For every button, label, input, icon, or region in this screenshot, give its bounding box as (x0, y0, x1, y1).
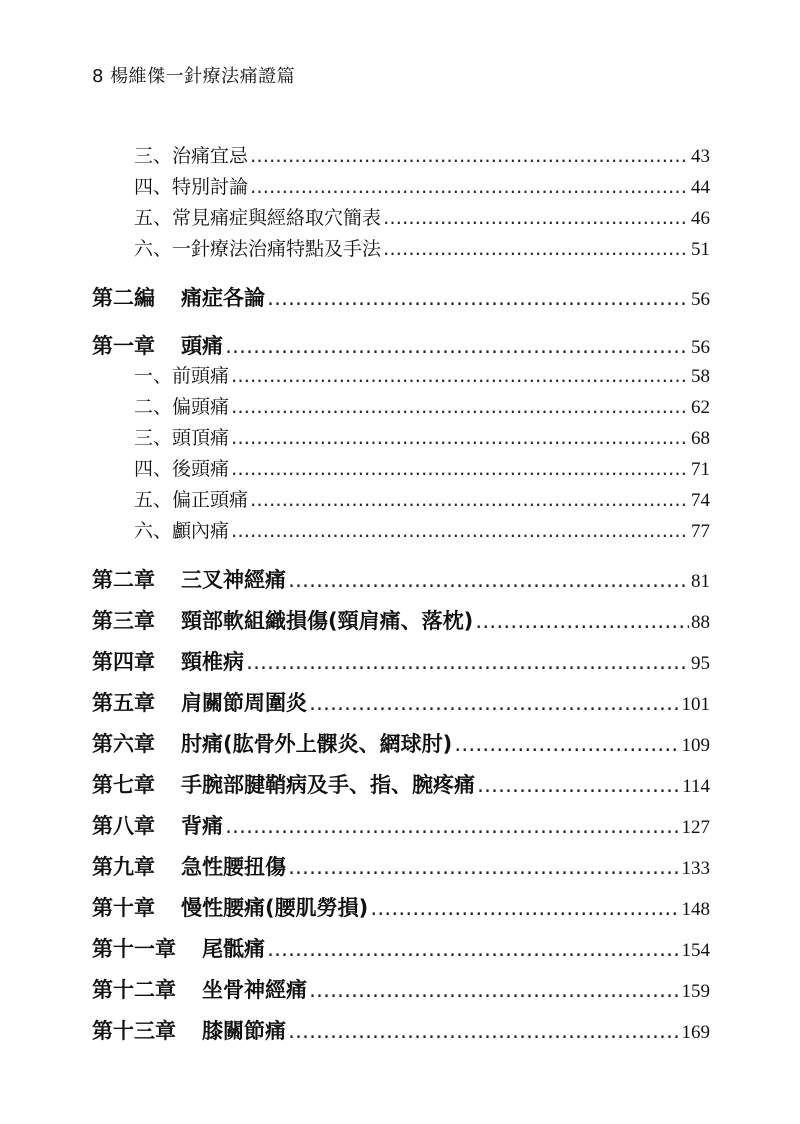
toc-entry-title: 六、一針療法治痛特點及手法 (134, 238, 382, 260)
toc-chapter-title: 痛症各論 (181, 286, 265, 310)
toc-entry-page: 51 (691, 239, 710, 260)
leader-dots (225, 814, 680, 838)
toc-entry (92, 485, 710, 512)
toc-chapter-title: 三叉神經痛 (181, 568, 286, 592)
toc-entry (92, 172, 710, 199)
toc-chapter-title: 頭痛 (181, 334, 223, 358)
toc-chapter-title: 慢性腰痛(腰肌勞損) (181, 896, 369, 920)
toc-chapter (92, 974, 710, 1004)
toc-chapter-title: 頸部軟組織損傷(頸肩痛、落枕) (181, 609, 474, 633)
toc-entry-title: 三、頭頂痛 (134, 427, 230, 449)
toc-chapter (92, 282, 710, 312)
toc-entry-page: 74 (691, 490, 710, 511)
toc-entry-page: 46 (691, 208, 710, 229)
toc-chapter-label: 第六章 (92, 732, 155, 756)
leader-dots (370, 896, 679, 920)
leader-dots (250, 489, 689, 511)
toc-chapter (92, 892, 710, 922)
toc-entry-page: 77 (691, 521, 710, 542)
leader-dots (309, 978, 680, 1002)
leader-dots (383, 238, 689, 260)
toc-chapter-page: 127 (681, 817, 710, 838)
toc-chapter (92, 605, 710, 635)
toc-chapter (92, 1015, 710, 1045)
toc-chapter (92, 933, 710, 963)
toc-entry (92, 234, 710, 261)
leader-dots (309, 691, 680, 715)
toc-chapter-label: 第五章 (92, 691, 155, 715)
toc-chapter-page: 88 (691, 612, 710, 633)
leader-dots (250, 145, 689, 167)
toc-entry-title: 五、偏正頭痛 (134, 489, 249, 511)
toc-entry-title: 六、顱內痛 (134, 520, 230, 542)
toc-chapter-title: 肘痛(肱骨外上髁炎、網球肘) (181, 732, 453, 756)
toc-chapter-page: 169 (681, 1022, 710, 1043)
leader-dots (288, 568, 689, 592)
toc-chapter-label: 第十章 (92, 896, 155, 920)
leader-dots (231, 427, 689, 449)
toc-entry (92, 361, 710, 388)
toc-chapter (92, 851, 710, 881)
toc-entry-page: 58 (691, 366, 710, 387)
toc-chapter-page: 109 (681, 735, 710, 756)
toc-chapter (92, 769, 710, 799)
toc-chapter-title: 尾骶痛 (202, 937, 265, 961)
toc-entry (92, 516, 710, 543)
toc-chapter-page: 148 (681, 899, 710, 920)
toc-chapter-title: 肩關節周圍炎 (181, 691, 307, 715)
toc-entry-title: 二、偏頭痛 (134, 396, 230, 418)
running-header: 8 楊維傑一針療法痛證篇 (92, 66, 296, 87)
toc-chapter-page: 56 (691, 337, 710, 358)
toc-entry (92, 392, 710, 419)
leader-dots (231, 520, 689, 542)
toc-entry-title: 三、治痛宜忌 (134, 145, 249, 167)
toc-entry-page: 43 (691, 146, 710, 167)
toc-entry-title: 四、後頭痛 (134, 458, 230, 480)
toc-chapter-title: 頸椎病 (181, 650, 244, 674)
toc-chapter (92, 687, 710, 717)
leader-dots (250, 176, 689, 198)
toc-chapter-title: 背痛 (181, 814, 223, 838)
toc-chapter-label: 第二編 (92, 286, 155, 310)
toc-chapter-page: 101 (681, 694, 710, 715)
leader-dots (231, 396, 689, 418)
leader-dots (383, 207, 689, 229)
toc-chapter-page: 159 (681, 981, 710, 1002)
toc-entry-title: 五、常見痛症與經絡取穴簡表 (134, 207, 382, 229)
leader-dots (454, 732, 679, 756)
toc-chapter-label: 第十三章 (92, 1019, 176, 1043)
toc-chapter-label: 第八章 (92, 814, 155, 838)
toc-entry-page: 68 (691, 428, 710, 449)
toc-entry (92, 203, 710, 230)
toc-chapter-label: 第十一章 (92, 937, 176, 961)
leader-dots (267, 937, 680, 961)
leader-dots (288, 1019, 680, 1043)
toc-entry-title: 四、特別討論 (134, 176, 249, 198)
toc-chapter-page: 133 (681, 858, 710, 879)
toc-chapter (92, 810, 710, 840)
toc-entry-page: 71 (691, 459, 710, 480)
toc-chapter (92, 564, 710, 594)
leader-dots (288, 855, 680, 879)
leader-dots (246, 650, 689, 674)
toc-chapter-label: 第四章 (92, 650, 155, 674)
toc-entry (92, 454, 710, 481)
toc-chapter-label: 第九章 (92, 855, 155, 879)
toc-chapter (92, 646, 710, 676)
toc-chapter-label: 第二章 (92, 568, 155, 592)
toc-chapter-page: 114 (682, 776, 710, 797)
toc-chapter-label: 第七章 (92, 773, 155, 797)
toc-chapter-label: 第十二章 (92, 978, 176, 1002)
toc-chapter-page: 56 (691, 289, 710, 310)
leader-dots (225, 334, 689, 358)
toc-chapter-page: 154 (681, 940, 710, 961)
toc-chapter-label: 第三章 (92, 609, 155, 633)
toc-chapter-title: 手腕部腱鞘病及手、指、腕疼痛 (181, 773, 475, 797)
toc-entry-page: 62 (691, 397, 710, 418)
toc-chapter (92, 728, 710, 758)
toc-entry-page: 44 (691, 177, 710, 198)
toc-entry (92, 423, 710, 450)
toc-chapter-label: 第一章 (92, 334, 155, 358)
toc-chapter-title: 坐骨神經痛 (202, 978, 307, 1002)
toc-entry (92, 141, 710, 168)
toc-entry-title: 一、前頭痛 (134, 365, 230, 387)
toc-chapter-page: 95 (691, 653, 710, 674)
leader-dots (231, 365, 689, 387)
toc-chapter-title: 急性腰扭傷 (181, 855, 286, 879)
toc-chapter (92, 330, 710, 360)
toc-chapter-page: 81 (691, 571, 710, 592)
leader-dots (477, 773, 680, 797)
leader-dots (475, 609, 689, 633)
leader-dots (267, 286, 689, 310)
leader-dots (231, 458, 689, 480)
toc-chapter-title: 膝關節痛 (202, 1019, 286, 1043)
